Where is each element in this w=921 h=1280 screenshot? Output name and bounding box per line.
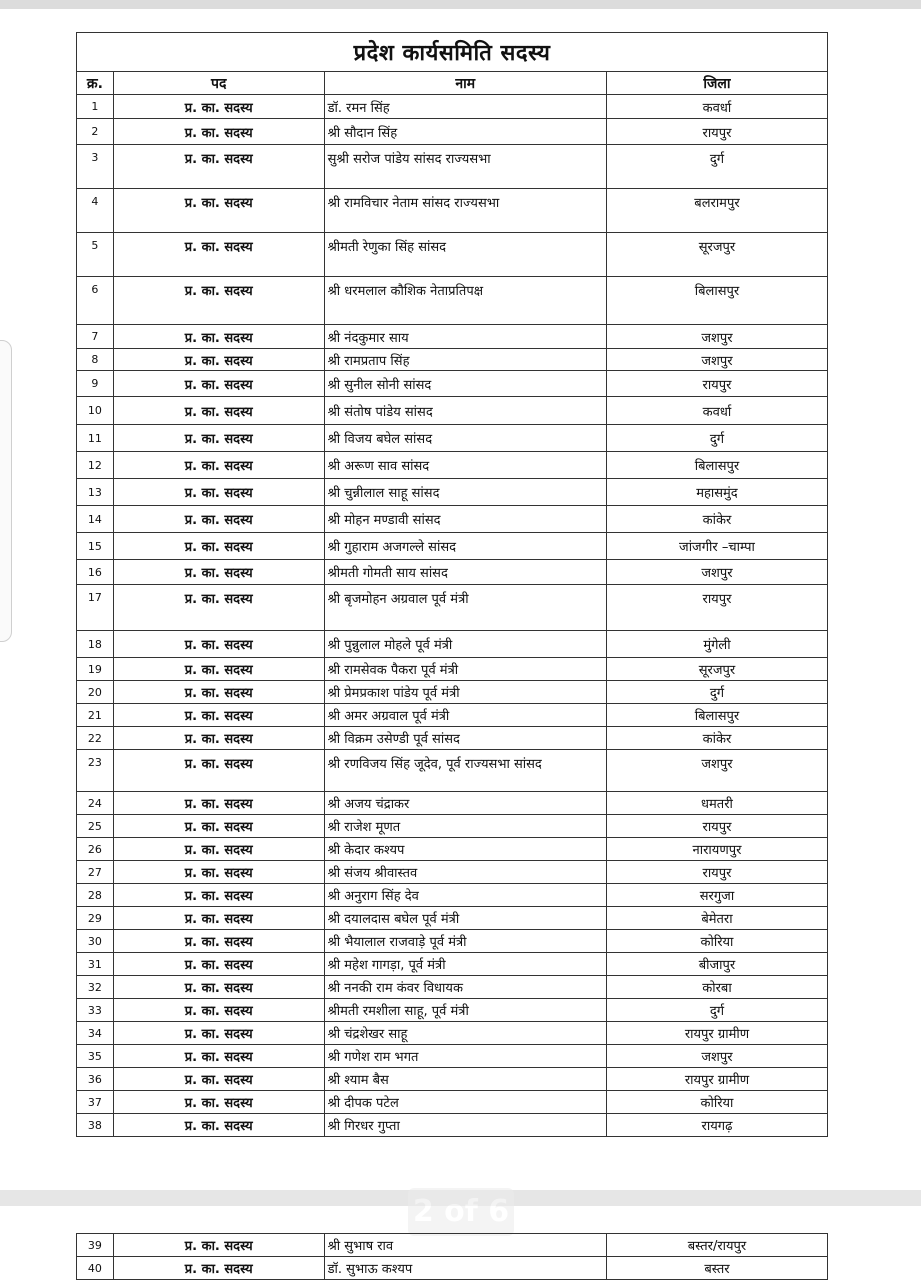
row-district: बस्तर [606,1257,827,1280]
row-pad: प्र. का. सदस्य [113,506,324,533]
row-district: कांकेर [606,506,827,533]
table-row [77,560,828,585]
table-row [77,585,828,631]
row-pad: प्र. का. सदस्य [113,999,324,1022]
viewer-top-bar [0,0,921,9]
row-district: जशपुर [606,1045,827,1068]
row-district: रायपुर [606,815,827,838]
header-district: जिला [606,72,827,95]
table-row [77,397,828,425]
row-number: 14 [77,506,114,533]
table-row [77,1022,828,1045]
row-name: श्री दीपक पटेल [324,1091,606,1114]
header-name: नाम [324,72,606,95]
row-district: रायपुर ग्रामीण [606,1068,827,1091]
row-district: बिलासपुर [606,452,827,479]
row-number: 34 [77,1022,114,1045]
row-pad: प्र. का. सदस्य [113,631,324,658]
row-pad: प्र. का. सदस्य [113,1068,324,1091]
row-name: श्री महेश गागड़ा, पूर्व मंत्री [324,953,606,976]
row-number: 37 [77,1091,114,1114]
row-number: 17 [77,585,114,631]
table-row [77,1068,828,1091]
table-row [77,1257,828,1280]
row-district: जांजगीर –चाम्पा [606,533,827,560]
row-pad: प्र. का. सदस्य [113,1234,324,1257]
row-number: 40 [77,1257,114,1280]
row-pad: प्र. का. सदस्य [113,838,324,861]
row-district: कोरबा [606,976,827,999]
row-number: 8 [77,349,114,371]
row-number: 32 [77,976,114,999]
row-pad: प्र. का. सदस्य [113,1022,324,1045]
row-number: 24 [77,792,114,815]
row-district: सूरजपुर [606,658,827,681]
row-number: 23 [77,750,114,792]
row-name: श्री विक्रम उसेण्डी पूर्व सांसद [324,727,606,750]
row-pad: प्र. का. सदस्य [113,792,324,815]
row-number: 31 [77,953,114,976]
row-number: 35 [77,1045,114,1068]
table-row [77,425,828,452]
table-row [77,838,828,861]
row-pad: प्र. का. सदस्य [113,189,324,233]
row-name: श्री पुन्नुलाल मोहले पूर्व मंत्री [324,631,606,658]
row-pad: प्र. का. सदस्य [113,325,324,349]
row-pad: प्र. का. सदस्य [113,727,324,750]
row-district: रायपुर ग्रामीण [606,1022,827,1045]
side-panel-handle[interactable] [0,340,12,642]
row-pad: प्र. का. सदस्य [113,119,324,145]
table-row [77,349,828,371]
row-district: बिलासपुर [606,277,827,325]
row-name: श्री विजय बघेल सांसद [324,425,606,452]
row-number: 5 [77,233,114,277]
row-name: श्री ननकी राम कंवर विधायक [324,976,606,999]
row-pad: प्र. का. सदस्य [113,681,324,704]
row-district: बस्तर/रायपुर [606,1234,827,1257]
row-number: 28 [77,884,114,907]
row-pad: प्र. का. सदस्य [113,884,324,907]
row-number: 7 [77,325,114,349]
table-row [77,704,828,727]
table-row [77,750,828,792]
row-district: दुर्ग [606,145,827,189]
table-row [77,325,828,349]
row-district: धमतरी [606,792,827,815]
row-name: श्री चंद्रशेखर साहू [324,1022,606,1045]
row-name: श्री गणेश राम भगत [324,1045,606,1068]
members-table-page1 [76,32,828,1137]
row-number: 20 [77,681,114,704]
row-number: 2 [77,119,114,145]
table-row [77,727,828,750]
row-number: 33 [77,999,114,1022]
row-number: 22 [77,727,114,750]
row-name: श्री संजय श्रीवास्तव [324,861,606,884]
row-pad: प्र. का. सदस्य [113,658,324,681]
table-row [77,277,828,325]
row-pad: प्र. का. सदस्य [113,815,324,838]
row-number: 27 [77,861,114,884]
row-pad: प्र. का. सदस्य [113,861,324,884]
row-name: श्रीमती रेणुका सिंह सांसद [324,233,606,277]
row-number: 1 [77,95,114,119]
table-row [77,658,828,681]
row-name: श्री राजेश मूणत [324,815,606,838]
row-pad: प्र. का. सदस्य [113,452,324,479]
members-table-page2 [76,1233,828,1280]
table-row [77,506,828,533]
row-name: श्री रामविचार नेताम सांसद राज्यसभा [324,189,606,233]
row-pad: प्र. का. सदस्य [113,425,324,452]
row-name: श्री भैयालाल राजवाड़े पूर्व मंत्री [324,930,606,953]
row-number: 39 [77,1234,114,1257]
row-district: बेमेतरा [606,907,827,930]
row-number: 10 [77,397,114,425]
row-district: जशपुर [606,349,827,371]
row-district: रायपुर [606,861,827,884]
row-pad: प्र. का. सदस्य [113,585,324,631]
row-name: श्री बृजमोहन अग्रवाल पूर्व मंत्री [324,585,606,631]
row-name: श्री प्रेमप्रकाश पांडेय पूर्व मंत्री [324,681,606,704]
row-district: बिलासपुर [606,704,827,727]
row-pad: प्र. का. सदस्य [113,277,324,325]
row-number: 3 [77,145,114,189]
table-row [77,953,828,976]
row-district: कांकेर [606,727,827,750]
row-district: कवर्धा [606,95,827,119]
row-number: 30 [77,930,114,953]
row-name: श्री रामसेवक पैकरा पूर्व मंत्री [324,658,606,681]
table-row [77,976,828,999]
row-district: रायपुर [606,585,827,631]
table-row [77,1234,828,1257]
row-pad: प्र. का. सदस्य [113,397,324,425]
row-pad: प्र. का. सदस्य [113,95,324,119]
header-pad: पद [113,72,324,95]
row-name: श्री दयालदास बघेल पूर्व मंत्री [324,907,606,930]
row-number: 36 [77,1068,114,1091]
row-name: श्री अजय चंद्राकर [324,792,606,815]
row-name: श्री सुनील सोनी सांसद [324,371,606,397]
table-row [77,1114,828,1137]
row-district: बीजापुर [606,953,827,976]
row-name: श्री चुन्नीलाल साहू सांसद [324,479,606,506]
row-district: बलरामपुर [606,189,827,233]
row-pad: प्र. का. सदस्य [113,371,324,397]
table-row [77,1091,828,1114]
row-district: जशपुर [606,560,827,585]
row-pad: प्र. का. सदस्य [113,953,324,976]
row-pad: प्र. का. सदस्य [113,349,324,371]
row-number: 9 [77,371,114,397]
row-district: सरगुजा [606,884,827,907]
table-row [77,452,828,479]
row-number: 21 [77,704,114,727]
row-number: 19 [77,658,114,681]
table-row [77,371,828,397]
row-district: दुर्ग [606,999,827,1022]
row-district: दुर्ग [606,425,827,452]
table-row [77,533,828,560]
row-name: श्री गुहाराम अजगल्ले सांसद [324,533,606,560]
header-num: क्र. [77,72,114,95]
row-name: श्री मोहन मण्डावी सांसद [324,506,606,533]
row-pad: प्र. का. सदस्य [113,560,324,585]
row-district: दुर्ग [606,681,827,704]
table-row [77,861,828,884]
table-row [77,681,828,704]
row-district: रायपुर [606,119,827,145]
row-name: श्री गिरधर गुप्ता [324,1114,606,1137]
table-row [77,815,828,838]
row-number: 29 [77,907,114,930]
row-pad: प्र. का. सदस्य [113,233,324,277]
row-number: 16 [77,560,114,585]
row-pad: प्र. का. सदस्य [113,533,324,560]
row-name: सुश्री सरोज पांडेय सांसद राज्यसभा [324,145,606,189]
row-pad: प्र. का. सदस्य [113,1091,324,1114]
table-row [77,907,828,930]
row-name: श्री अनुराग सिंह देव [324,884,606,907]
table-row [77,189,828,233]
row-pad: प्र. का. सदस्य [113,704,324,727]
row-number: 13 [77,479,114,506]
row-number: 6 [77,277,114,325]
row-name: श्रीमती गोमती साय सांसद [324,560,606,585]
row-number: 25 [77,815,114,838]
row-number: 18 [77,631,114,658]
row-district: जशपुर [606,325,827,349]
row-name: श्री अरूण साव सांसद [324,452,606,479]
row-number: 38 [77,1114,114,1137]
row-district: जशपुर [606,750,827,792]
row-pad: प्र. का. सदस्य [113,1257,324,1280]
table-header-row [77,72,828,95]
row-number: 15 [77,533,114,560]
row-pad: प्र. का. सदस्य [113,976,324,999]
row-name: डॉ. रमन सिंह [324,95,606,119]
row-number: 11 [77,425,114,452]
page-title: प्रदेश कार्यसमिति सदस्य [77,33,828,72]
table-row [77,95,828,119]
row-name: श्री अमर अग्रवाल पूर्व मंत्री [324,704,606,727]
table-row [77,233,828,277]
row-district: कवर्धा [606,397,827,425]
row-name: श्री श्याम बैस [324,1068,606,1091]
row-district: कोरिया [606,930,827,953]
row-district: रायपुर [606,371,827,397]
row-name: श्री धरमलाल कौशिक नेताप्रतिपक्ष [324,277,606,325]
table-row [77,884,828,907]
row-pad: प्र. का. सदस्य [113,1114,324,1137]
table-row [77,792,828,815]
row-name: श्रीमती रमशीला साहू, पूर्व मंत्री [324,999,606,1022]
row-name: डॉ. सुभाऊ कश्यप [324,1257,606,1280]
row-pad: प्र. का. सदस्य [113,145,324,189]
row-name: श्री सौदान सिंह [324,119,606,145]
row-number: 4 [77,189,114,233]
row-district: रायगढ़ [606,1114,827,1137]
row-number: 26 [77,838,114,861]
row-pad: प्र. का. सदस्य [113,750,324,792]
row-pad: प्र. का. सदस्य [113,907,324,930]
row-district: कोरिया [606,1091,827,1114]
row-name: श्री संतोष पांडेय सांसद [324,397,606,425]
row-name: श्री नंदकुमार साय [324,325,606,349]
row-district: सूरजपुर [606,233,827,277]
row-number: 12 [77,452,114,479]
table-row [77,631,828,658]
table-row [77,999,828,1022]
table-row [77,1045,828,1068]
row-pad: प्र. का. सदस्य [113,930,324,953]
row-name: श्री केदार कश्यप [324,838,606,861]
table-row [77,119,828,145]
row-district: मुंगेली [606,631,827,658]
page-indicator: 2 of 6 [408,1188,514,1236]
table-row [77,479,828,506]
row-pad: प्र. का. सदस्य [113,479,324,506]
row-name: श्री रणविजय सिंह जूदेव, पूर्व राज्यसभा सांसद [324,750,606,792]
table-row [77,930,828,953]
row-name: श्री रामप्रताप सिंह [324,349,606,371]
table-row [77,145,828,189]
row-district: नारायणपुर [606,838,827,861]
row-pad: प्र. का. सदस्य [113,1045,324,1068]
row-district: महासमुंद [606,479,827,506]
row-name: श्री सुभाष राव [324,1234,606,1257]
